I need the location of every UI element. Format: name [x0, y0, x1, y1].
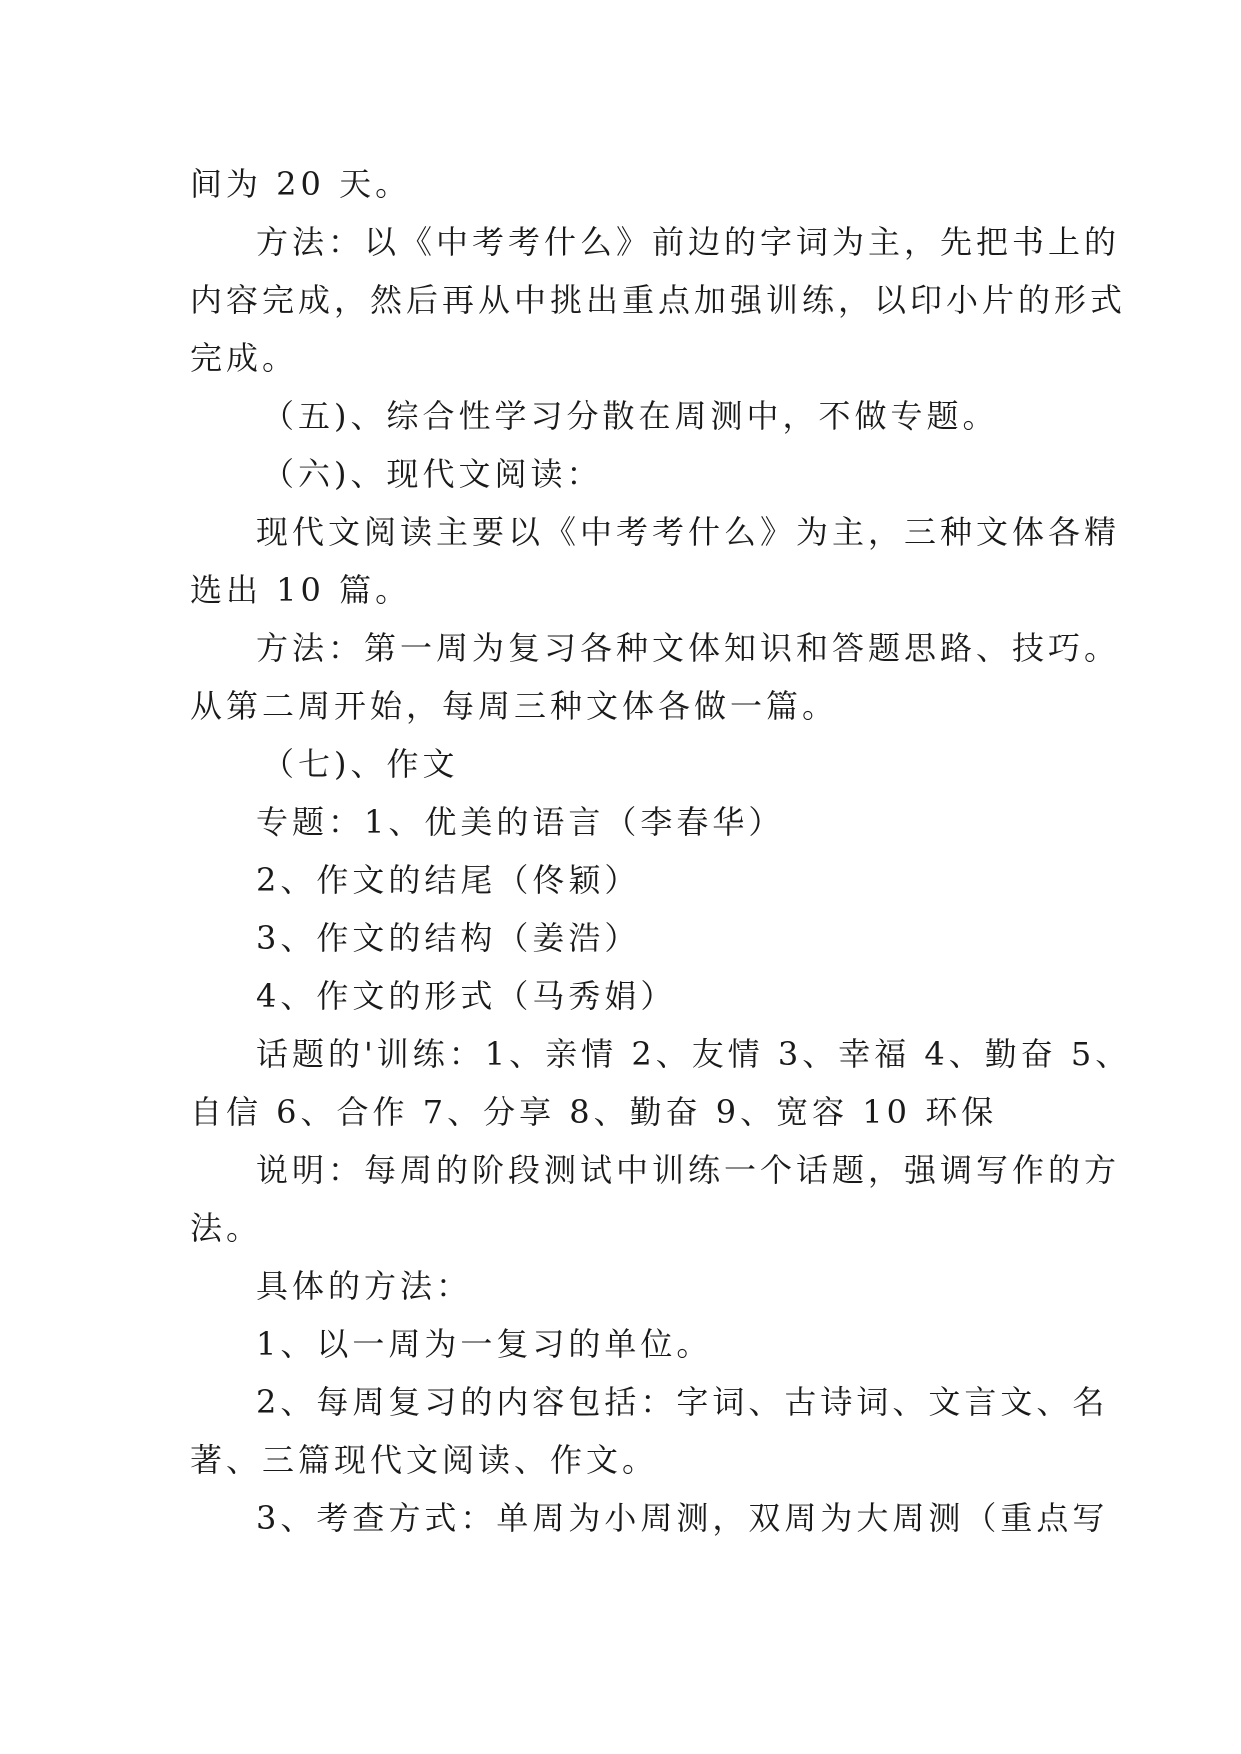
list-item: 3、作文的结构（姜浩）	[256, 919, 641, 957]
text-line: 方法：第一周为复习各种文体知识和答题思路、技巧。	[256, 629, 1121, 667]
text-line: 自信 6、合作 7、分享 8、勤奋 9、宽容 10 环保	[190, 1093, 998, 1131]
text-line: 方法：以《中考考什么》前边的字词为主，先把书上的	[256, 223, 1121, 261]
list-item: 1、以一周为一复习的单位。	[256, 1325, 713, 1363]
text-line: 话题的'训练：1、亲情 2、友情 3、幸福 4、勤奋 5、	[256, 1035, 1132, 1073]
list-item: 3、考查方式：单周为小周测，双周为大周测（重点写	[256, 1499, 1109, 1537]
text-line: 完成。	[190, 339, 299, 377]
list-item: 专题：1、优美的语言（李春华）	[256, 803, 785, 841]
list-item: 4、作文的形式（马秀娟）	[256, 977, 677, 1015]
text-line: 说明：每周的阶段测试中训练一个话题，强调写作的方	[256, 1151, 1121, 1189]
text-line: 间为 20 天。	[190, 165, 412, 203]
text-line: 法。	[190, 1209, 263, 1247]
section-heading: （七)、作文	[262, 745, 459, 783]
text-line: 选出 10 篇。	[190, 571, 412, 609]
text-line: 著、三篇现代文阅读、作文。	[190, 1441, 659, 1479]
list-item: 2、每周复习的内容包括：字词、古诗词、文言文、名	[256, 1383, 1109, 1421]
section-heading: （六)、现代文阅读：	[262, 455, 603, 493]
text-line: 内容完成，然后再从中挑出重点加强训练，以印小片的形式	[190, 281, 1127, 319]
list-item: 2、作文的结尾（佟颖）	[256, 861, 641, 899]
text-line: 具体的方法：	[256, 1267, 473, 1305]
section-heading: （五)、综合性学习分散在周测中，不做专题。	[262, 397, 999, 435]
text-line: 从第二周开始，每周三种文体各做一篇。	[190, 687, 839, 725]
text-line: 现代文阅读主要以《中考考什么》为主，三种文体各精	[256, 513, 1121, 551]
